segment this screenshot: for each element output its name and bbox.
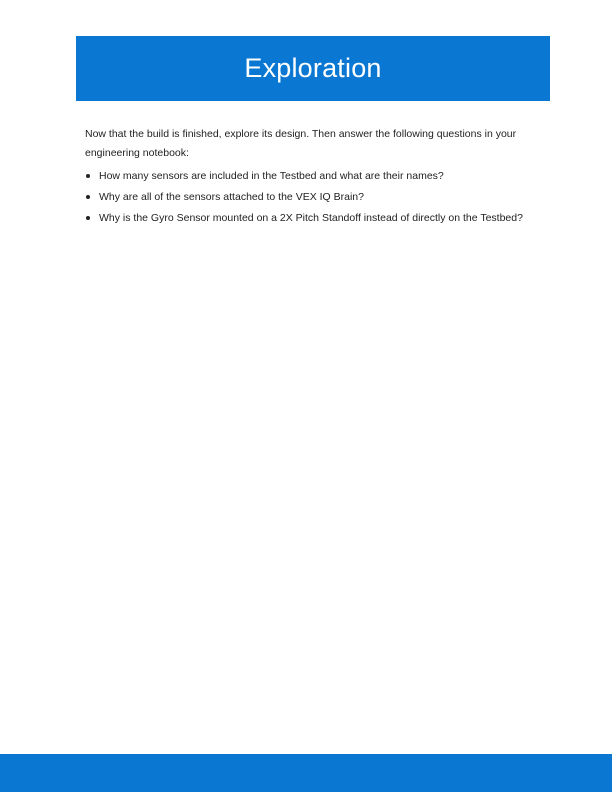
bullet-icon — [86, 216, 90, 220]
header-banner — [76, 36, 550, 101]
question-item — [85, 211, 545, 225]
question-text: Why are all of the sensors attached to the VEX IQ Brain? — [99, 191, 364, 203]
bullet-icon — [86, 174, 90, 178]
question-item — [85, 190, 545, 204]
page-title: Exploration — [244, 53, 382, 83]
question-text: How many sensors are included in the Testbed and what are their names? — [99, 170, 444, 182]
bullet-icon — [86, 195, 90, 199]
question-list — [85, 169, 545, 225]
content-section — [85, 125, 545, 232]
footer-bar — [0, 754, 612, 792]
question-item — [85, 169, 545, 183]
question-text: Why is the Gyro Sensor mounted on a 2X Pitch Standoff instead of directly on the Testbed? — [99, 212, 523, 224]
intro-paragraph: Now that the build is finished, explore its design. Then answer the following questions in your engineering notebook: — [85, 128, 517, 159]
